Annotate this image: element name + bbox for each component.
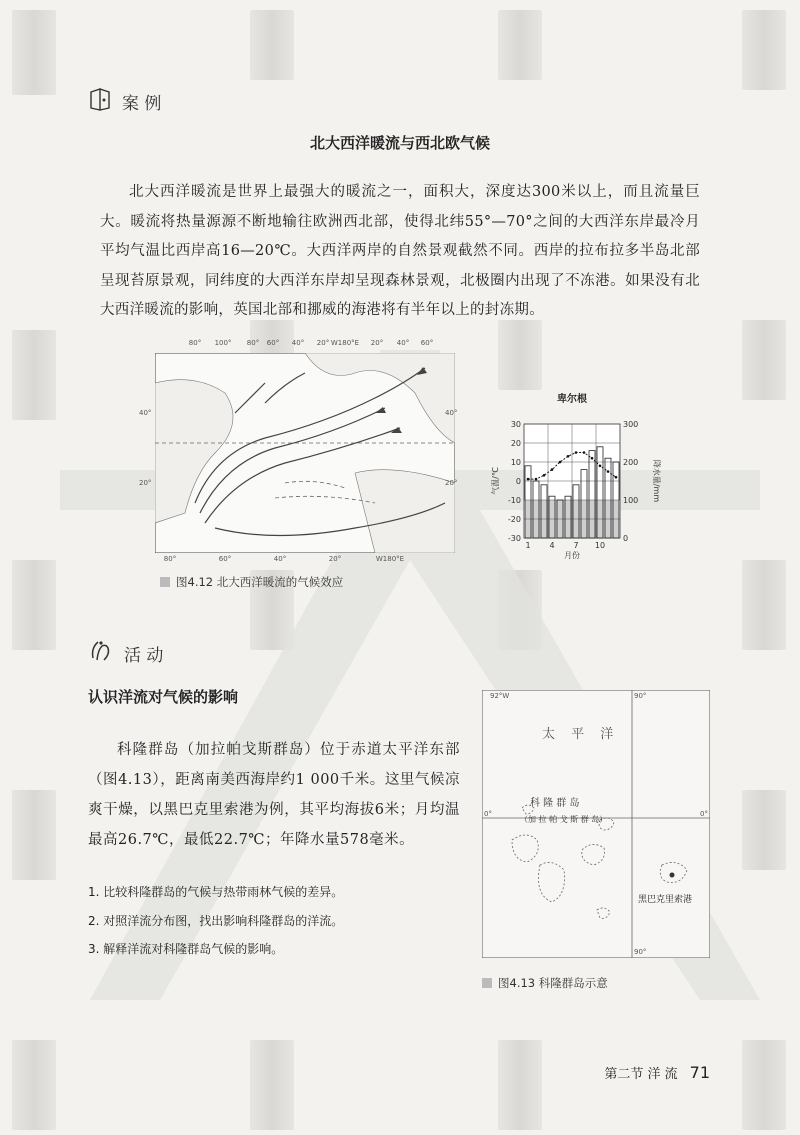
map-right-tick: 40° — [445, 409, 458, 417]
figure-4-12-caption-text: 图4.12 北大西洋暖流的气候效应 — [176, 575, 344, 589]
activity-subtitle: 认识洋流对气候的影响 — [88, 688, 239, 706]
pacific-ocean-label: 太 平 洋 — [542, 727, 620, 742]
bergen-climate-chart — [478, 388, 668, 568]
article-title: 北大西洋暖流与西北欧气候 — [309, 134, 490, 152]
temperature-point — [615, 476, 618, 479]
figure-4-13-caption — [482, 975, 608, 991]
temperature-point — [551, 468, 554, 471]
north-atlantic-map — [139, 339, 458, 563]
left-tick-label: 10 — [510, 458, 521, 467]
figure-4-12-caption — [160, 574, 343, 590]
left-tick-label: 0 — [515, 477, 521, 486]
map-bottom-tick: W180°E — [375, 555, 405, 563]
right-axis-label: 降水量/mm — [652, 459, 661, 503]
map-bottom-tick: 60° — [218, 555, 232, 563]
left-tick-label: -20 — [507, 515, 521, 524]
footer-section: 第二节 洋 流 — [604, 1067, 678, 1082]
temperature-point — [543, 474, 546, 477]
figure-4-13-caption-text: 图4.13 科隆群岛示意 — [498, 976, 608, 990]
temperature-point — [527, 478, 530, 481]
tick-90-top: 90° — [634, 692, 647, 700]
page-footer — [604, 1063, 710, 1082]
chart-title: 卑尔根 — [557, 394, 587, 405]
galapagos-map — [482, 690, 710, 962]
port-label: 黑巴克里索港 — [638, 895, 693, 905]
map-bottom-tick: 20° — [328, 555, 342, 563]
temperature-point — [575, 451, 578, 454]
activity-icon — [88, 638, 114, 669]
galapagos-alt-label: （加 拉 帕 戈 斯 群 岛） — [520, 815, 608, 824]
activity-label: 活 动 — [124, 646, 164, 666]
map-top-tick: 60° — [420, 339, 434, 347]
map-right-tick: 20° — [445, 479, 458, 487]
map-bottom-tick: 80° — [163, 555, 177, 563]
map-left-tick: 40° — [139, 409, 152, 417]
galapagos-label: 科 隆 群 岛 — [530, 798, 580, 809]
map-top-tick: 80° — [246, 339, 260, 347]
left-axis-label: 气温/℃ — [491, 467, 500, 495]
left-tick-label: -30 — [507, 534, 521, 543]
task-item: 2. 对照洋流分布图，找出影响科隆群岛的洋流。 — [88, 913, 344, 928]
left-tick-label: 30 — [510, 420, 521, 429]
left-tick-label: 20 — [510, 439, 521, 448]
map-top-tick: 40° — [396, 339, 410, 347]
right-tick-label: 200 — [623, 458, 639, 467]
temperature-point — [599, 465, 602, 468]
map-top-tick: 40° — [291, 339, 305, 347]
temperature-point — [535, 478, 538, 481]
right-tick-label: 0 — [623, 534, 629, 543]
page-number: 71 — [689, 1063, 710, 1082]
x-tick-label: 7 — [573, 541, 579, 550]
activity-task-list — [88, 878, 343, 964]
case-label: 案 例 — [122, 94, 162, 114]
tick-0-right: 0° — [700, 810, 708, 818]
activity-paragraph: 科隆群岛（加拉帕戈斯群岛）位于赤道太平洋东部（图4.13），距离南美西海岸约1 000千米。这里气候凉爽干燥，以黑巴克里索港为例，其平均海拔6米；月均温最高26.7℃，最低22.7℃；年降水量578毫米。 — [88, 742, 460, 848]
temperature-point — [583, 451, 586, 454]
task-item: 3. 解释洋流对科隆群岛气候的影响。 — [88, 942, 284, 956]
x-tick-label: 1 — [525, 541, 531, 550]
task-item: 1. 比较科隆群岛的气候与热带雨林气候的差异。 — [88, 885, 344, 899]
right-tick-label: 100 — [623, 496, 639, 505]
x-tick-label: 10 — [594, 541, 606, 550]
caption-marker-icon — [160, 577, 170, 587]
tick-90-bottom: 90° — [634, 948, 647, 956]
x-axis-label: 月份 — [564, 551, 580, 560]
article-paragraph: 北大西洋暖流是世界上最强大的暖流之一，面积大，深度达300米以上，而且流量巨大。暖流将热量源源不断地输往欧洲西北部，使得北纬55°—70°之间的大西洋东岸最冷月平均气温比西岸高16—20℃。大西洋两岸的自然景观截然不同。西岸的拉布拉多半岛北部呈现苔原景观，同纬度的大西洋东岸却呈现森林景观，北极圈内出现了不冻港。如果没有北大西洋暖流的影响，英国北部和挪威的海港将有半年以上的封冻期。 — [100, 184, 700, 318]
map-top-tick: W180°E — [330, 339, 360, 347]
map-top-tick: 20° — [370, 339, 384, 347]
map-left-tick: 20° — [139, 479, 152, 487]
right-tick-label: 300 — [623, 420, 639, 429]
map-top-tick: 80° — [188, 339, 202, 347]
map-top-tick: 60° — [266, 339, 280, 347]
tick-0-left: 0° — [484, 810, 492, 818]
left-tick-label: -10 — [507, 496, 521, 505]
map-bottom-tick: 40° — [273, 555, 287, 563]
map-top-tick: 20° — [316, 339, 330, 347]
tick-92w: 92°W — [490, 692, 510, 700]
activity-section-header — [88, 638, 163, 669]
temperature-point — [559, 461, 562, 464]
temperature-point — [591, 457, 594, 460]
temperature-point — [567, 455, 570, 458]
x-tick-label: 4 — [549, 541, 555, 550]
map-top-tick: 100° — [214, 339, 232, 347]
temperature-point — [607, 470, 610, 473]
caption-marker-icon — [482, 978, 492, 988]
case-section-header — [88, 86, 161, 117]
book-icon — [88, 86, 112, 117]
